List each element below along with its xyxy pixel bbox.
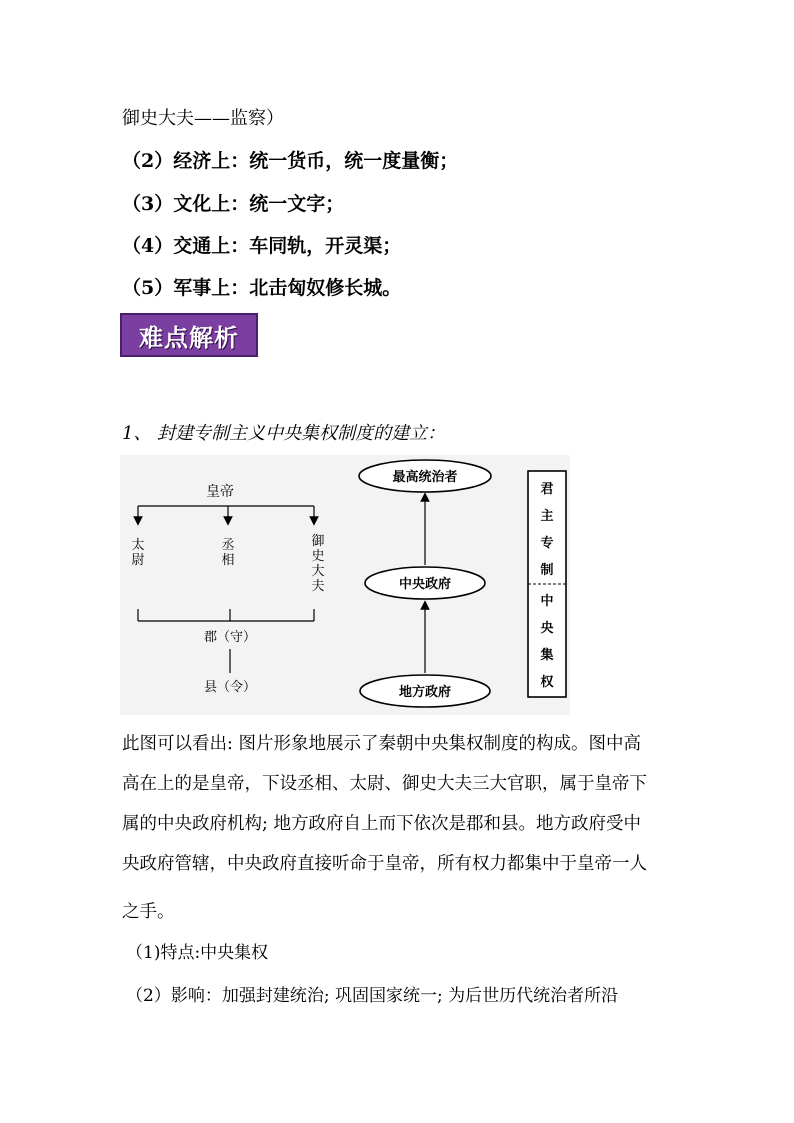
diagram-svg [120, 455, 570, 715]
paragraph-line-5: 之手。 [122, 902, 175, 922]
section-heading: 1、 封建专制主义中央集权制度的建立： [122, 423, 446, 444]
column-centralization: 中央集权 [540, 594, 554, 690]
commandery-label: 郡（守） [203, 630, 257, 645]
paragraph-line-2: 高在上的是皇帝，下设丞相、太尉、御史大夫三大官职，属于皇帝下 [122, 774, 647, 794]
oval-supreme-ruler-label: 最高统治者 [392, 470, 458, 485]
column-autocracy: 君主专制 [540, 482, 554, 578]
county-label: 县（令） [203, 680, 257, 695]
text-line-economy: （2）经济上：统一货币，统一度量衡； [122, 150, 459, 172]
text-line-military: （5）军事上：北击匈奴修长城。 [122, 277, 402, 299]
official-chengxiang: 丞相 [221, 538, 235, 568]
centralization-diagram [120, 455, 570, 715]
paragraph-line-1: 此图可以看出: 图片形象地展示了秦朝中央集权制度的构成。图中高 [122, 734, 641, 754]
feature-point: （1)特点:中央集权 [126, 943, 269, 963]
official-yushi-dafu: 御史大夫 [311, 534, 325, 594]
text-line-censor: 御史大夫——监察） [122, 108, 284, 129]
official-taiwei: 太尉 [131, 538, 145, 568]
emperor-label: 皇帝 [206, 484, 234, 500]
difficulty-analysis-badge: 难点解析 [120, 313, 258, 357]
influence-point: （2）影响：加强封建统治; 巩固国家统一; 为后世历代统治者所沿 [126, 986, 619, 1006]
oval-central-government-label: 中央政府 [398, 577, 452, 592]
oval-local-government-label: 地方政府 [398, 685, 452, 700]
paragraph-line-3: 属的中央政府机构; 地方政府自上而下依次是郡和县。地方政府受中 [122, 814, 641, 834]
text-line-culture: （3）文化上：统一文字； [122, 193, 345, 215]
paragraph-line-4: 央政府管辖，中央政府直接听命于皇帝，所有权力都集中于皇帝一人 [122, 854, 647, 874]
text-line-transport: （4）交通上：车同轨，开灵渠； [122, 235, 402, 257]
